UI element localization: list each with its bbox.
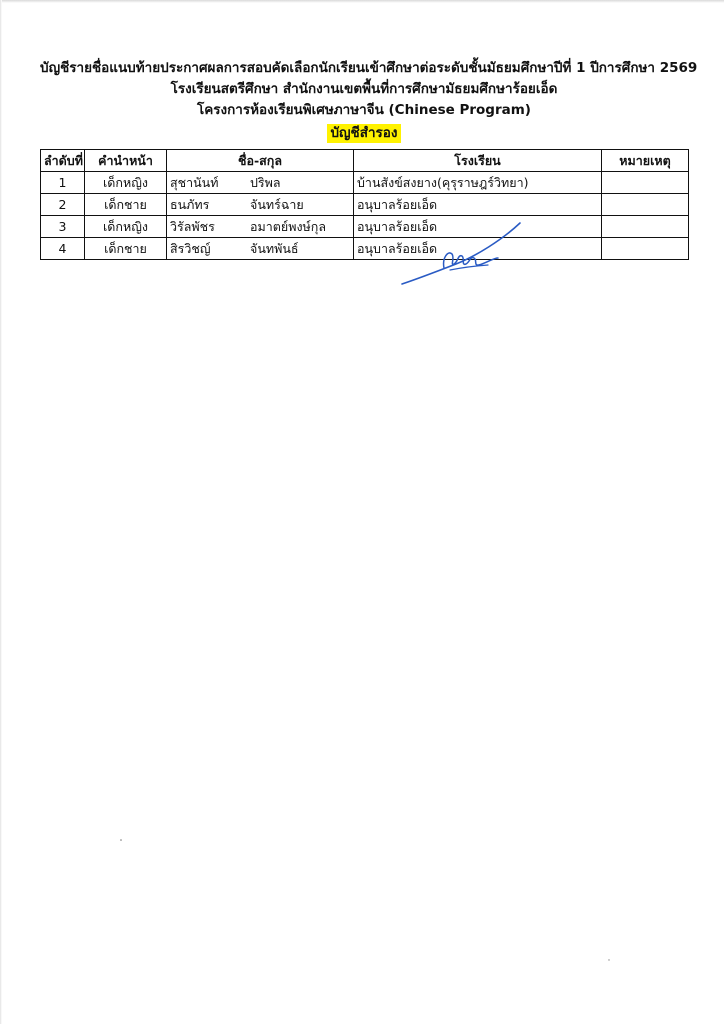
row-school: บ้านสังข์สงยาง(คุรุราษฎร์วิทยา) (354, 172, 602, 194)
table-row (41, 238, 689, 260)
row-full-name (167, 216, 354, 238)
row-title: เด็กหญิง (85, 172, 167, 194)
row-school: อนุบาลร้อยเอ็ด (354, 238, 602, 260)
scan-speck (608, 959, 609, 960)
signature-stroke (402, 223, 520, 284)
table-row (41, 194, 689, 216)
row-title: เด็กชาย (85, 194, 167, 216)
row-remark (602, 216, 689, 238)
row-last-name: จันทร์ฉาย (250, 196, 304, 212)
row-last-name: จันทพันธ์ (250, 240, 299, 256)
signature-tail (450, 265, 488, 270)
row-title: เด็กชาย (85, 238, 167, 260)
column-header-school: โรงเรียน (354, 150, 602, 172)
row-number: 3 (41, 216, 85, 238)
column-header-number: ลำดับที่ (41, 150, 85, 172)
list-label-wrap (40, 122, 688, 143)
row-first-name: สิรวิชญ์ (170, 240, 211, 256)
row-remark (602, 194, 689, 216)
row-remark (602, 238, 689, 260)
row-title: เด็กหญิง (85, 216, 167, 238)
row-last-name: ปริพล (250, 174, 281, 190)
header-school-line: โรงเรียนสตรีศึกษา สำนักงานเขตพื้นที่การศึกษามัธยมศึกษาร้อยเอ็ด (170, 81, 558, 97)
column-header-name: ชื่อ-สกุล (167, 150, 354, 172)
table-row (41, 216, 689, 238)
row-school: อนุบาลร้อยเอ็ด (354, 216, 602, 238)
row-full-name (167, 238, 354, 260)
row-number: 1 (41, 172, 85, 194)
reserve-list-table (40, 149, 689, 260)
row-first-name: สุชานันท์ (170, 174, 219, 190)
row-last-name: อมาตย์พงษ์กุล (250, 218, 327, 234)
row-school: อนุบาลร้อยเอ็ด (354, 194, 602, 216)
row-remark (602, 172, 689, 194)
table-row (41, 172, 689, 194)
scan-speck (120, 839, 122, 841)
header-title-line: บัญชีรายชื่อแนบท้ายประกาศผลการสอบคัดเลือกนักเรียนเข้าศึกษาต่อระดับชั้นมัธยมศึกษาปีที่ 1 ปีการศึกษา 2569 (40, 60, 698, 76)
table-header-row (41, 150, 689, 172)
column-header-remark: หมายเหตุ (602, 150, 689, 172)
row-number: 2 (41, 194, 85, 216)
scan-left-edge (0, 0, 2, 1024)
header-program-line: โครงการห้องเรียนพิเศษภาษาจีน (Chinese Program) (197, 102, 531, 118)
row-full-name (167, 194, 354, 216)
handwritten-signature (398, 220, 526, 286)
row-first-name: ธนภัทร (170, 196, 210, 212)
scan-top-edge (0, 0, 724, 3)
reserve-list-label: บัญชีสำรอง (327, 124, 400, 143)
document-header (40, 58, 698, 143)
row-first-name: วิรัลพัชร (170, 218, 215, 234)
row-full-name (167, 172, 354, 194)
row-number: 4 (41, 238, 85, 260)
column-header-title: คำนำหน้า (85, 150, 167, 172)
